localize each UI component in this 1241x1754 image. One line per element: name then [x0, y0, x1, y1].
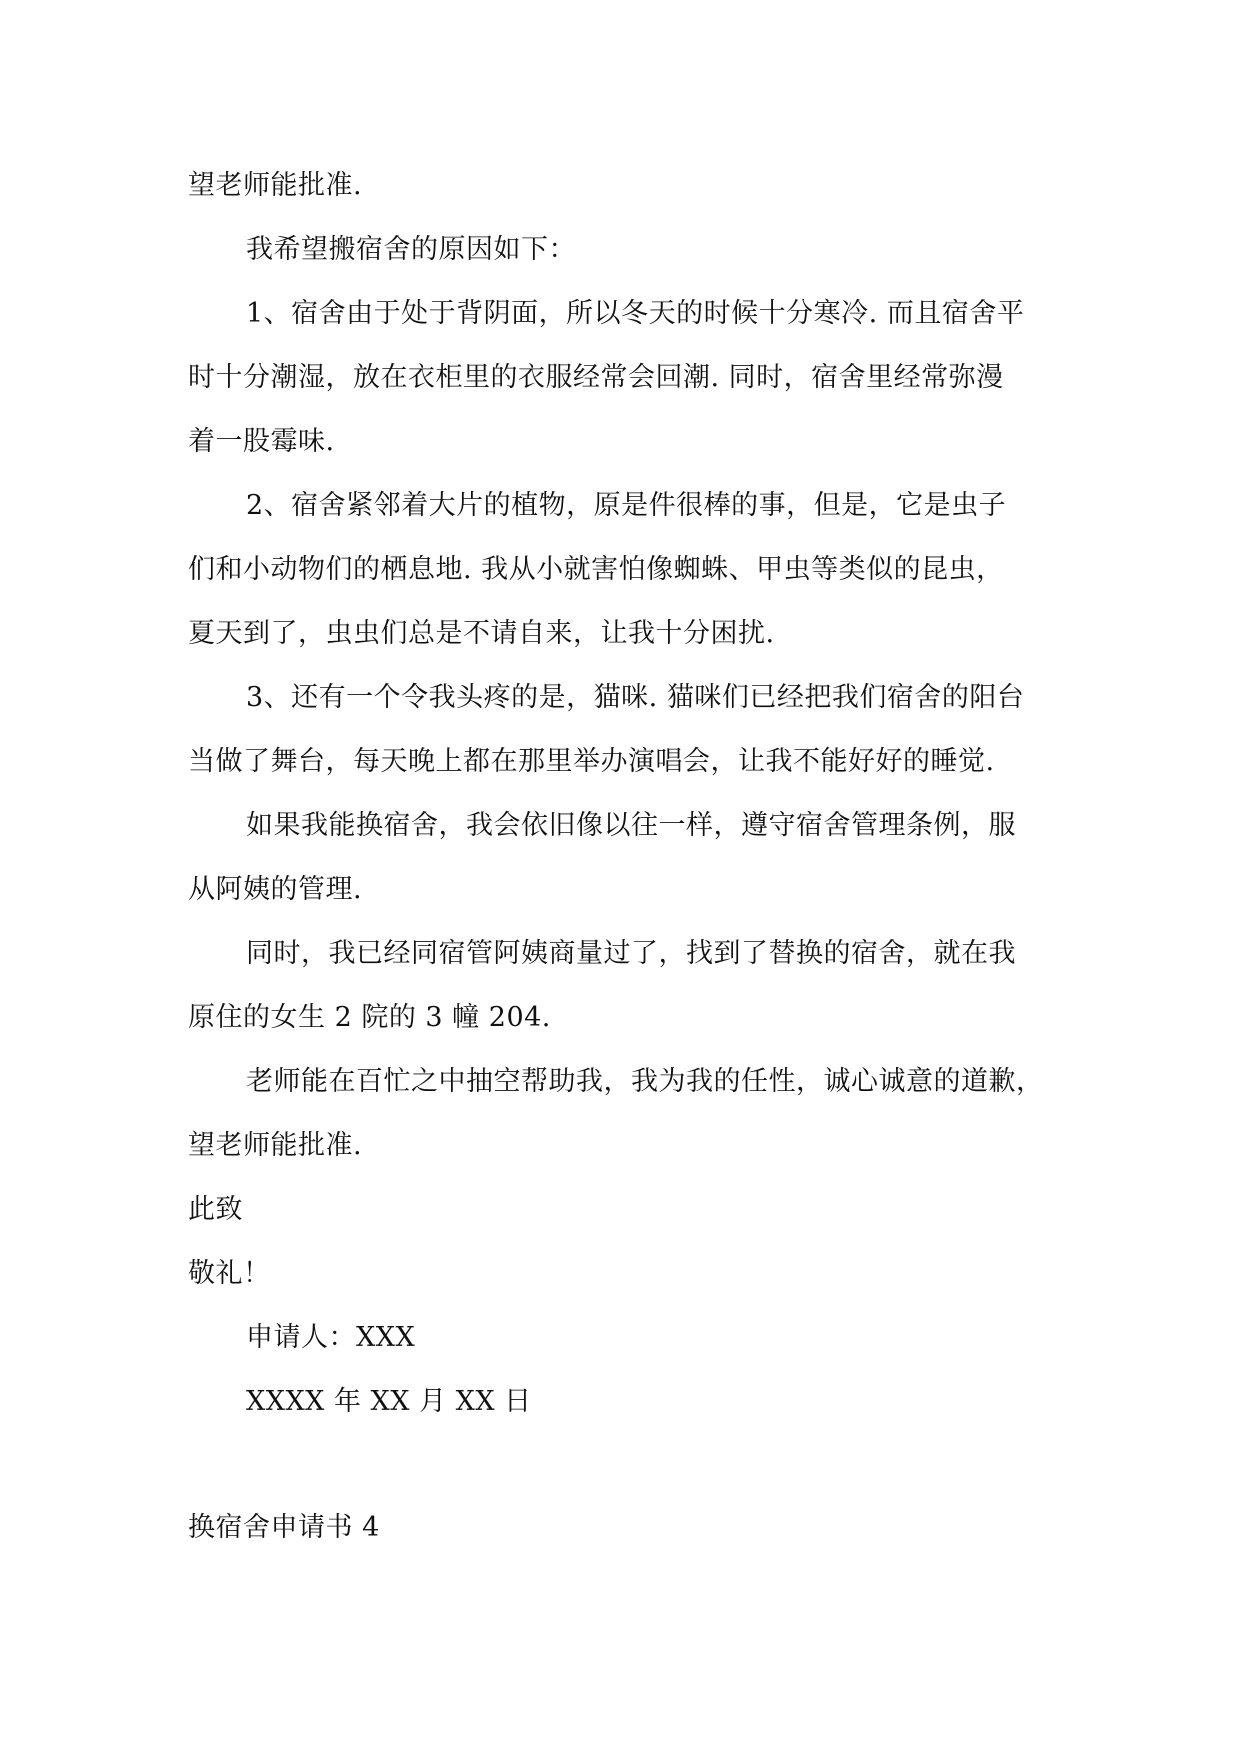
reason-2-line-1: 2、宿舍紧邻着大片的植物，原是件很棒的事，但是，它是虫子: [246, 490, 1007, 521]
reason-1-line-3: 着一股霉味.: [188, 426, 335, 457]
reason-2-line-2: 们和小动物们的栖息地. 我从小就害怕像蜘蛛、甲虫等类似的昆虫，: [188, 554, 1004, 585]
replacement-line-2: 原住的女生 2 院的 3 幢 204.: [188, 1002, 551, 1033]
apology-line-1: 老师能在百忙之中抽空帮助我，我为我的任性，诚心诚意的道歉，: [246, 1066, 1044, 1097]
application-date: XXXX 年 XX 月 XX 日: [246, 1386, 532, 1417]
reason-1-line-1: 1、宿舍由于处于背阴面，所以冬天的时候十分寒冷. 而且宿舍平: [246, 298, 1025, 329]
applicant-signature: 申请人：XXX: [246, 1322, 416, 1353]
replacement-line-1: 同时，我已经同宿管阿姨商量过了，找到了替换的宿舍，就在我: [246, 938, 1016, 969]
reason-3-line-1: 3、还有一个令我头疼的是，猫咪. 猫咪们已经把我们宿舍的阳台: [246, 682, 1025, 713]
text-line: 望老师能批准.: [188, 170, 363, 201]
paragraph-reasons-intro: 我希望搬宿舍的原因如下：: [246, 234, 576, 265]
reason-1-line-2: 时十分潮湿，放在衣柜里的衣服经常会回潮. 同时，宿舍里经常弥漫: [188, 362, 1004, 393]
section-heading: 换宿舍申请书 4: [188, 1512, 380, 1543]
closing-salutation: 此致: [188, 1194, 243, 1225]
promise-line-2: 从阿姨的管理.: [188, 874, 363, 905]
reason-3-line-2: 当做了舞台，每天晚上都在那里举办演唱会，让我不能好好的睡觉.: [188, 746, 995, 777]
promise-line-1: 如果我能换宿舍，我会依旧像以往一样，遵守宿舍管理条例，服: [246, 810, 1016, 841]
reason-2-line-3: 夏天到了，虫虫们总是不请自来，让我十分困扰.: [188, 618, 775, 649]
apology-line-2: 望老师能批准.: [188, 1130, 363, 1161]
closing-regards: 敬礼！: [188, 1258, 271, 1289]
